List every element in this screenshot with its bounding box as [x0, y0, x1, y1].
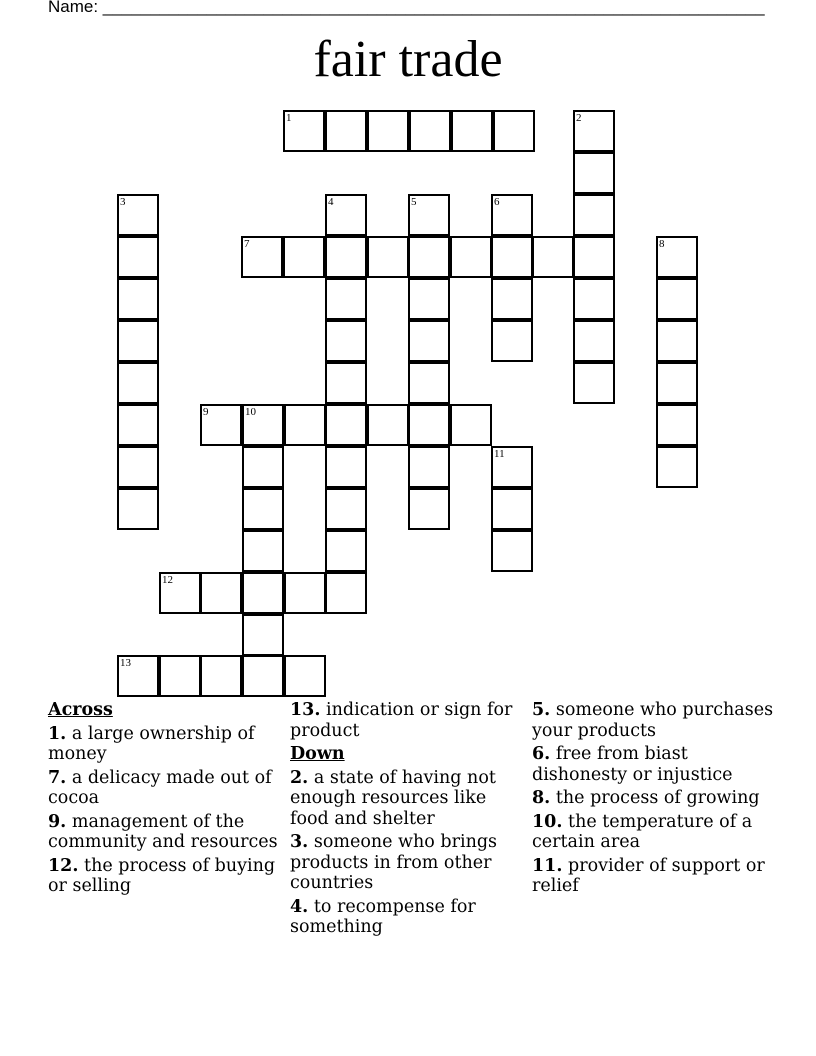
clue-item — [532, 744, 782, 785]
cell-number: 10 — [245, 406, 256, 418]
cell-number: 5 — [411, 196, 417, 208]
grid-cell[interactable] — [325, 404, 367, 446]
down-clue-list — [290, 768, 528, 938]
grid-cell[interactable] — [325, 194, 367, 236]
clue-number: 3. — [290, 832, 309, 852]
grid-cell[interactable] — [408, 236, 450, 278]
clue-text: the temperature of a certain area — [532, 811, 753, 852]
clue-item — [48, 724, 286, 765]
grid-cell[interactable] — [325, 488, 367, 530]
clue-text: someone who purchases your products — [532, 700, 774, 741]
cell-number: 11 — [494, 448, 505, 460]
clue-item — [48, 768, 286, 809]
grid-cell[interactable] — [408, 362, 450, 404]
clue-text: indication or sign for product — [290, 700, 513, 741]
grid-cell[interactable] — [283, 236, 325, 278]
grid-cell[interactable] — [117, 236, 159, 278]
grid-cell[interactable] — [367, 110, 409, 152]
grid-cell[interactable] — [573, 110, 615, 152]
grid-cell[interactable] — [242, 446, 284, 488]
clue-column-3 — [532, 700, 782, 900]
clue-item — [48, 856, 286, 897]
cell-number: 7 — [244, 238, 250, 250]
grid-cell[interactable] — [283, 110, 325, 152]
grid-cell[interactable] — [450, 236, 492, 278]
grid-cell[interactable] — [325, 572, 367, 614]
grid-cell[interactable] — [242, 404, 284, 446]
across-heading: Across — [48, 700, 113, 720]
clue-number: 13. — [290, 700, 321, 720]
grid-cell[interactable] — [159, 572, 201, 614]
grid-cell[interactable] — [491, 194, 533, 236]
clue-item — [290, 768, 528, 830]
grid-cell[interactable] — [656, 236, 698, 278]
grid-cell[interactable] — [325, 530, 367, 572]
across-clue-list — [48, 724, 286, 897]
grid-cell[interactable] — [242, 614, 284, 656]
clue-text: someone who brings products in from other countries — [290, 832, 498, 893]
clue-text: the process of buying or selling — [48, 855, 276, 896]
clue-text: to recompense for something — [290, 896, 476, 937]
clue-text: management of the community and resources — [48, 811, 278, 852]
grid-cell[interactable] — [325, 320, 367, 362]
clue-number: 9. — [48, 811, 67, 832]
clue-text: a state of having not enough resources like food and shelter — [290, 767, 496, 829]
grid-cell[interactable] — [656, 362, 698, 404]
grid-cell[interactable] — [284, 655, 326, 697]
cell-number: 4 — [328, 196, 334, 208]
grid-cell[interactable] — [491, 446, 533, 488]
clue-item — [290, 700, 528, 741]
grid-cell[interactable] — [367, 236, 409, 278]
clue-number: 1. — [48, 723, 67, 744]
clue-number: 4. — [290, 896, 309, 917]
cell-number: 12 — [162, 574, 173, 586]
down-clue-list-continued — [532, 700, 782, 897]
clue-text: the process of growing — [555, 788, 760, 808]
grid-cell[interactable] — [408, 488, 450, 530]
down-heading: Down — [290, 744, 345, 764]
grid-cell[interactable] — [408, 320, 450, 362]
clue-item — [48, 812, 286, 853]
page-title: fair trade — [313, 31, 503, 88]
grid-cell[interactable] — [325, 446, 367, 488]
grid-cell[interactable] — [409, 110, 451, 152]
grid-cell[interactable] — [242, 655, 284, 697]
cell-number: 1 — [286, 112, 292, 124]
grid-cell[interactable] — [491, 530, 533, 572]
clue-number: 8. — [532, 788, 551, 808]
name-line: Name: ______________________________________________________________________ — [48, 0, 765, 16]
grid-cell[interactable] — [408, 194, 450, 236]
across-clue-list-continued — [290, 700, 528, 741]
cell-number: 6 — [494, 196, 500, 208]
grid-cell[interactable] — [573, 278, 615, 320]
clue-number: 7. — [48, 767, 67, 788]
grid-cell[interactable] — [117, 655, 159, 697]
grid-cell[interactable] — [325, 236, 367, 278]
grid-cell[interactable] — [325, 362, 367, 404]
grid-cell[interactable] — [284, 404, 326, 446]
cell-number: 3 — [120, 196, 126, 208]
grid-cell[interactable] — [656, 404, 698, 446]
clue-column-2 — [290, 700, 528, 941]
grid-cell[interactable] — [491, 488, 533, 530]
clue-number: 10. — [532, 811, 563, 832]
clue-item — [532, 700, 782, 741]
grid-cell[interactable] — [367, 404, 409, 446]
grid-cell[interactable] — [117, 320, 159, 362]
cell-number: 8 — [659, 238, 665, 250]
grid-cell[interactable] — [573, 320, 615, 362]
cell-number: 13 — [120, 657, 131, 669]
grid-cell[interactable] — [450, 404, 492, 446]
grid-cell[interactable] — [491, 320, 533, 362]
grid-cell[interactable] — [284, 572, 326, 614]
clue-number: 12. — [48, 855, 79, 876]
grid-cell[interactable] — [656, 278, 698, 320]
clue-number: 11. — [532, 855, 563, 876]
clue-text: free from biast dishonesty or injustice — [532, 744, 733, 785]
grid-cell[interactable] — [200, 655, 242, 697]
grid-cell[interactable] — [117, 194, 159, 236]
grid-cell[interactable] — [491, 236, 533, 278]
cell-number: 9 — [203, 406, 209, 418]
grid-cell[interactable] — [656, 320, 698, 362]
clue-item — [532, 856, 782, 897]
clue-text: a large ownership of money — [48, 723, 255, 764]
grid-cell[interactable] — [408, 278, 450, 320]
clue-column-1 — [48, 700, 286, 900]
cell-number: 2 — [576, 112, 582, 124]
grid-cell[interactable] — [573, 236, 615, 278]
grid-cell[interactable] — [117, 488, 159, 530]
grid-cell[interactable] — [159, 655, 201, 697]
grid-cell[interactable] — [573, 152, 615, 194]
grid-cell[interactable] — [242, 530, 284, 572]
grid-cell[interactable] — [656, 446, 698, 488]
grid-cell[interactable] — [451, 110, 493, 152]
grid-cell[interactable] — [493, 110, 535, 152]
clue-item — [532, 812, 782, 853]
grid-cell[interactable] — [117, 278, 159, 320]
clue-item — [532, 788, 782, 809]
clue-item — [290, 897, 528, 938]
clue-text: a delicacy made out of cocoa — [48, 767, 272, 808]
grid-cell[interactable] — [117, 404, 159, 446]
clue-item — [290, 832, 528, 894]
grid-cell[interactable] — [117, 362, 159, 404]
clue-number: 2. — [290, 767, 309, 788]
clue-text: provider of support or relief — [532, 855, 765, 896]
grid-cell[interactable] — [117, 446, 159, 488]
grid-cell[interactable] — [532, 236, 574, 278]
grid-cell[interactable] — [408, 446, 450, 488]
grid-cell[interactable] — [200, 404, 242, 446]
grid-cell[interactable] — [241, 236, 283, 278]
grid-cell[interactable] — [242, 488, 284, 530]
clue-number: 6. — [532, 744, 551, 764]
grid-cell[interactable] — [242, 572, 284, 614]
grid-cell[interactable] — [325, 110, 367, 152]
grid-cell[interactable] — [573, 194, 615, 236]
clue-number: 5. — [532, 700, 551, 720]
grid-cell[interactable] — [573, 362, 615, 404]
grid-cell[interactable] — [491, 278, 533, 320]
grid-cell[interactable] — [325, 278, 367, 320]
grid-cell[interactable] — [200, 572, 242, 614]
grid-cell[interactable] — [408, 404, 450, 446]
